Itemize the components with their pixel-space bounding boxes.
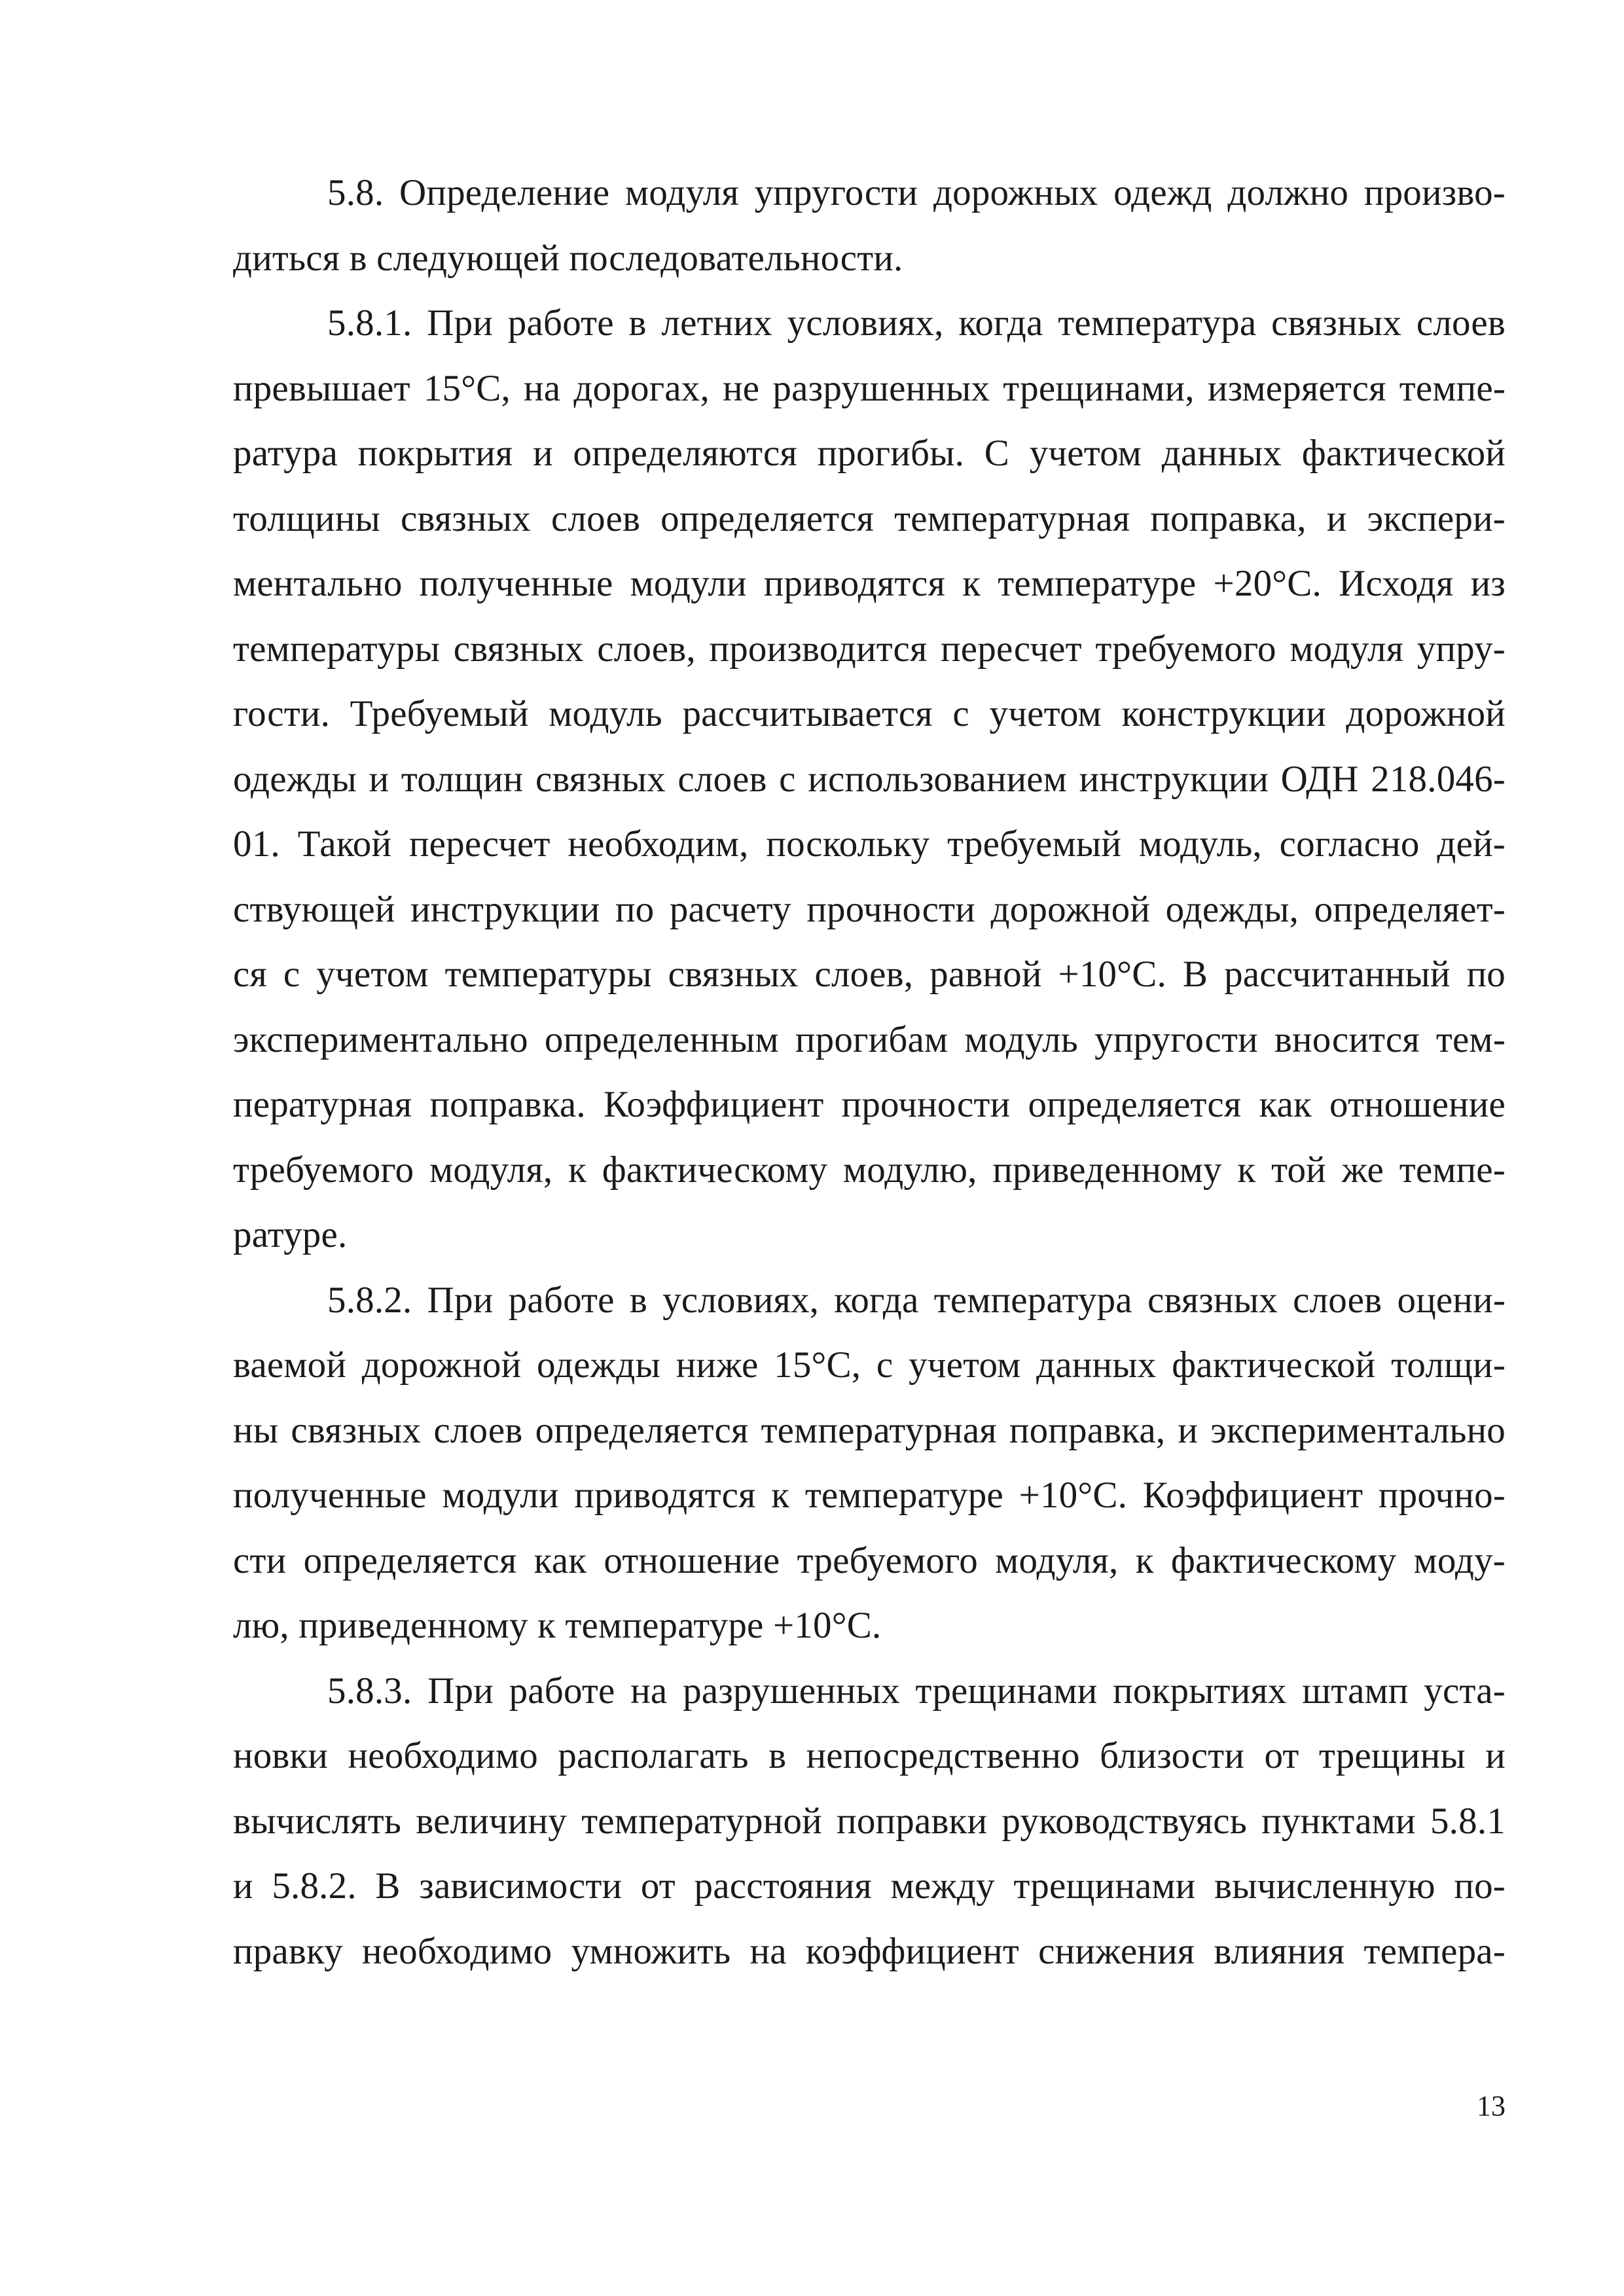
text-line: диться в следующей последовательности. [233,237,903,279]
text-line: вычислять величину температурной поправки руководствуясь пунктами 5.8.1 [233,1800,1506,1842]
text-line: правку необходимо умножить на коэффициент снижения влияния темпера- [233,1930,1506,1972]
paragraph-5-8-3 [233,1659,1506,1984]
text-line: 5.8.3. При работе на разрушенных трещинами покрытиях штамп уста- [327,1670,1506,1712]
page-number: 13 [1477,2090,1506,2122]
text-line: сти определяется как отношение требуемого модуля, к фактическому моду- [233,1539,1506,1581]
text-line: 5.8.1. При работе в летних условиях, когда температура связных слоев [327,302,1506,344]
text-line: ментально полученные модули приводятся к температуре +20°С. Исходя из [233,563,1506,604]
text-line: экспериментально определенным прогибам модуль упругости вносится тем- [233,1018,1506,1060]
text-line: превышает 15°С, на дорогах, не разрушенных трещинами, измеряется темпе- [233,367,1506,409]
text-line: 5.8. Определение модуля упругости дорожных одежд должно произво- [327,172,1506,213]
paragraph-5-8 [233,160,1506,291]
text-line: ствующей инструкции по расчету прочности дорожной одежды, определяет- [233,888,1506,930]
text-line: одежды и толщин связных слоев с использованием инструкции ОДН 218.046- [233,758,1506,800]
text-line: 5.8.2. При работе в условиях, когда температура связных слоев оцени- [327,1279,1506,1321]
text-line: толщины связных слоев определяется температурная поправка, и экспери- [233,497,1506,539]
text-line: ся с учетом температуры связных слоев, равной +10°С. В рассчитанный по [233,954,1506,995]
text-line: гости. Требуемый модуль рассчитывается с учетом конструкции дорожной [233,693,1506,734]
text-line: температуры связных слоев, производится пересчет требуемого модуля упру- [233,628,1506,670]
text-line: и 5.8.2. В зависимости от расстояния между трещинами вычисленную по- [233,1865,1506,1907]
text-line: пературная поправка. Коэффициент прочности определяется как отношение [233,1084,1506,1125]
document-body [233,160,1506,1984]
paragraph-5-8-1 [233,291,1506,1268]
text-line: 01. Такой пересчет необходим, поскольку требуемый модуль, согласно дей- [233,823,1506,865]
text-line: лю, приведенному к температуре +10°С. [233,1605,882,1646]
text-line: ратура покрытия и определяются прогибы. С учетом данных фактической [233,433,1506,474]
text-line: полученные модули приводятся к температуре +10°С. Коэффициент прочно- [233,1475,1506,1516]
paragraph-5-8-2 [233,1268,1506,1659]
text-line: ны связных слоев определяется температурная поправка, и экспериментально [233,1409,1506,1451]
text-line: требуемого модуля, к фактическому модулю, приведенному к той же темпе- [233,1149,1506,1191]
text-line: ратуре. [233,1214,348,1255]
text-line: ваемой дорожной одежды ниже 15°С, с учетом данных фактической толщи- [233,1344,1506,1386]
text-line: новки необходимо располагать в непосредственно близости от трещины и [233,1735,1506,1776]
